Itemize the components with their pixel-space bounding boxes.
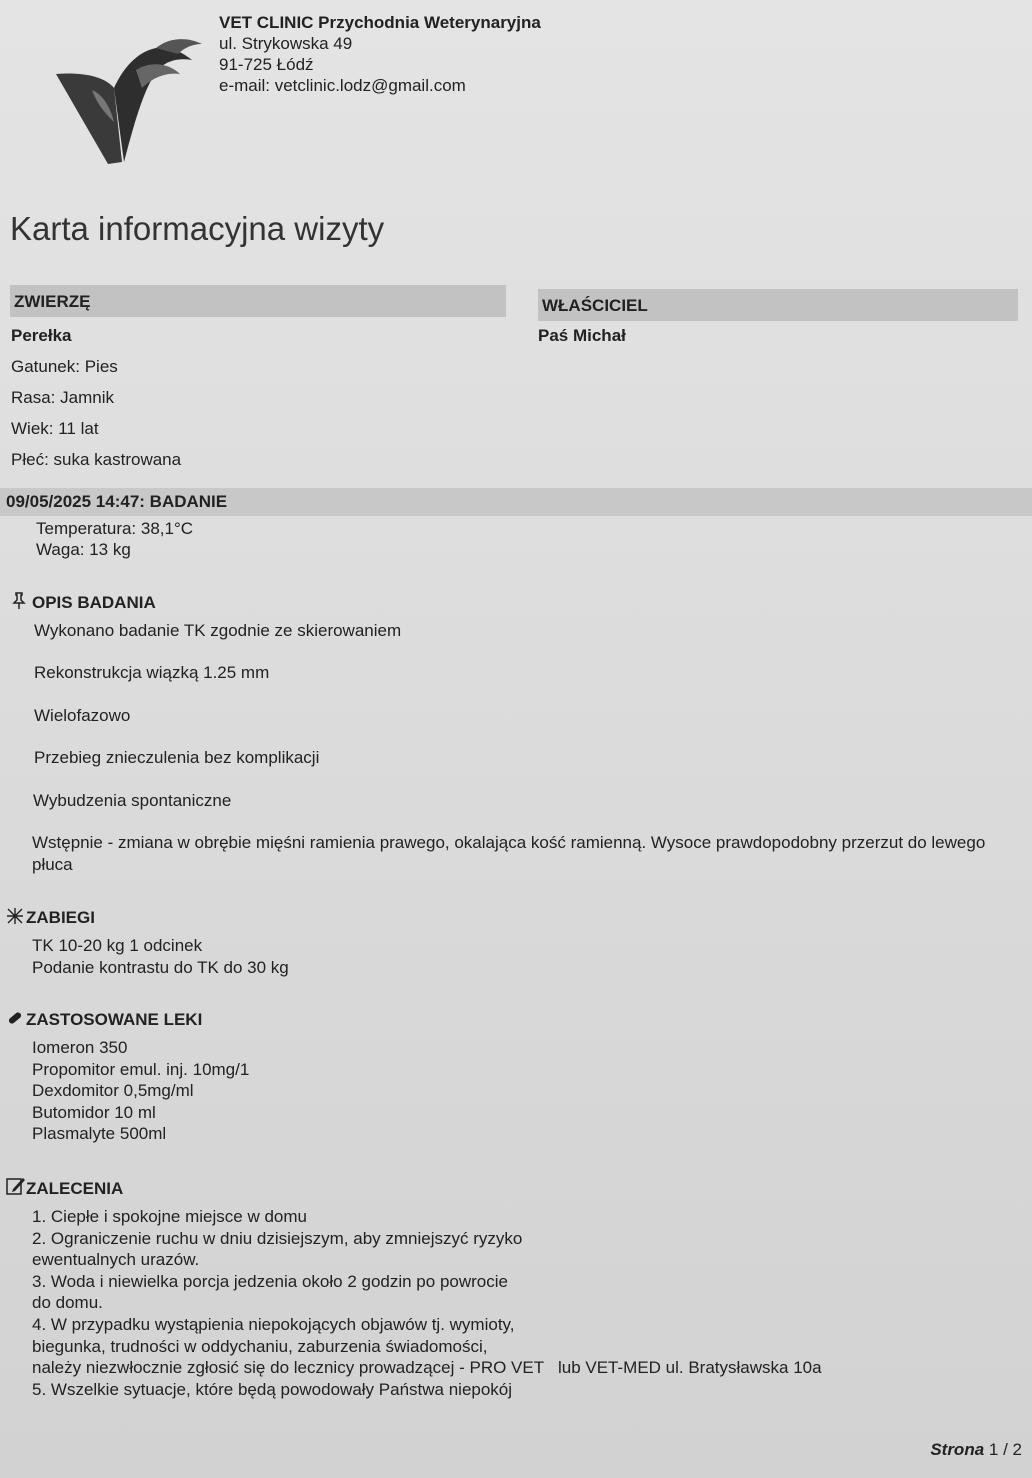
drug-item: Dexdomitor 0,5mg/ml	[32, 1081, 194, 1101]
animal-species: Gatunek: Pies	[11, 357, 118, 376]
clinic-info	[219, 12, 541, 96]
exam-header-label: OPIS BADANIA	[32, 593, 156, 612]
clinic-name: VET CLINIC Przychodnia Weterynaryjna	[219, 13, 541, 32]
drug-item: Iomeron 350	[32, 1038, 128, 1057]
pin-icon	[12, 592, 30, 615]
exam-line: Wielofazowo	[34, 706, 131, 725]
exam-header	[12, 592, 156, 615]
clinic-logo	[52, 30, 212, 180]
drug-item: Plasmalyte 500ml	[32, 1124, 167, 1144]
recommendations-list	[32, 1206, 822, 1400]
pencil-icon	[6, 1176, 24, 1201]
owner-name: Paś Michał	[538, 326, 626, 345]
recommendations-header-label: ZALECENIA	[26, 1179, 124, 1198]
procedures-list	[32, 935, 289, 978]
page-label: Strona	[930, 1440, 985, 1459]
drug-item: Butomidor 10 ml	[32, 1102, 156, 1122]
recommendation-line: należy niezwłocznie zgłosić się do lecznicy prowadzącej - PRO VET lub VET-MED ul. Bratysławska 10a	[32, 1358, 822, 1378]
owner-header-bar	[538, 289, 1018, 321]
page-number	[930, 1440, 1022, 1460]
visit-header: 09/05/2025 14:47: BADANIE	[6, 492, 228, 511]
drug-item: Propomitor emul. inj. 10mg/1	[32, 1059, 250, 1079]
animal-name: Perełka	[11, 326, 72, 345]
animal-breed: Rasa: Jamnik	[11, 388, 114, 407]
visit-header-bar	[0, 488, 1032, 516]
procedure-item: Podanie kontrastu do TK do 30 kg	[32, 957, 289, 977]
recommendation-line: 5. Wszelkie sytuacje, które będą powodowały Państwa niepokój	[32, 1379, 513, 1399]
procedure-item: TK 10-20 kg 1 odcinek	[32, 936, 203, 955]
recommendation-line: 4. W przypadku wystąpienia niepokojących objawów tj. wymioty,	[32, 1314, 515, 1334]
document-title: Karta informacyjna wizyty	[10, 210, 385, 247]
animal-details	[11, 320, 181, 475]
weight: Waga: 13 kg	[36, 540, 131, 559]
procedures-header	[6, 907, 95, 930]
exam-line: Przebieg znieczulenia bez komplikacji	[34, 748, 320, 767]
clinic-email: e-mail: vetclinic.lodz@gmail.com	[219, 76, 466, 95]
page-current: 1	[988, 1440, 999, 1459]
page-total: / 2	[1003, 1440, 1022, 1459]
exam-line: Wykonano badanie TK zgodnie ze skierowaniem	[34, 621, 402, 640]
recommendations-header	[6, 1176, 123, 1201]
exam-line: Wstępnie - zmiana w obrębie mięśni ramienia prawego, okalająca kość ramienną. Wysoce prawdopodobny przerzut do lewego płuca	[32, 833, 986, 874]
animal-header-bar	[10, 285, 506, 317]
clinic-street: ul. Strykowska 49	[219, 34, 353, 53]
procedures-header-label: ZABIEGI	[26, 908, 95, 927]
animal-header: ZWIERZĘ	[14, 292, 91, 311]
recommendation-line: 3. Woda i niewielka porcja jedzenia około 2 godzin po powrocie	[32, 1271, 508, 1291]
clinic-city: 91-725 Łódź	[219, 55, 314, 74]
animal-sex: Płeć: suka kastrowana	[11, 450, 182, 469]
exam-line: Wybudzenia spontaniczne	[33, 791, 232, 810]
scalpel-icon	[6, 907, 24, 930]
recommendation-line: do domu.	[32, 1293, 103, 1313]
exam-line: Rekonstrukcja wiązką 1.25 mm	[34, 663, 270, 682]
temperature: Temperatura: 38,1°C	[36, 519, 194, 538]
recommendation-line: 1. Ciepłe i spokojne miejsce w domu	[32, 1207, 307, 1226]
drugs-header-label: ZASTOSOWANE LEKI	[26, 1010, 203, 1029]
recommendation-line: 2. Ograniczenie ruchu w dniu dzisiejszym, aby zmniejszyć ryzyko	[32, 1228, 523, 1248]
recommendation-line: ewentualnych urazów.	[32, 1250, 200, 1270]
pill-icon	[6, 1009, 24, 1032]
vitals	[36, 518, 193, 560]
owner-header: WŁAŚCICIEL	[542, 296, 648, 315]
drugs-list	[32, 1037, 249, 1145]
recommendation-line: biegunka, trudności w oddychaniu, zaburzenia świadomości,	[32, 1336, 488, 1356]
animal-age: Wiek: 11 lat	[11, 419, 99, 438]
drugs-header	[6, 1009, 202, 1032]
